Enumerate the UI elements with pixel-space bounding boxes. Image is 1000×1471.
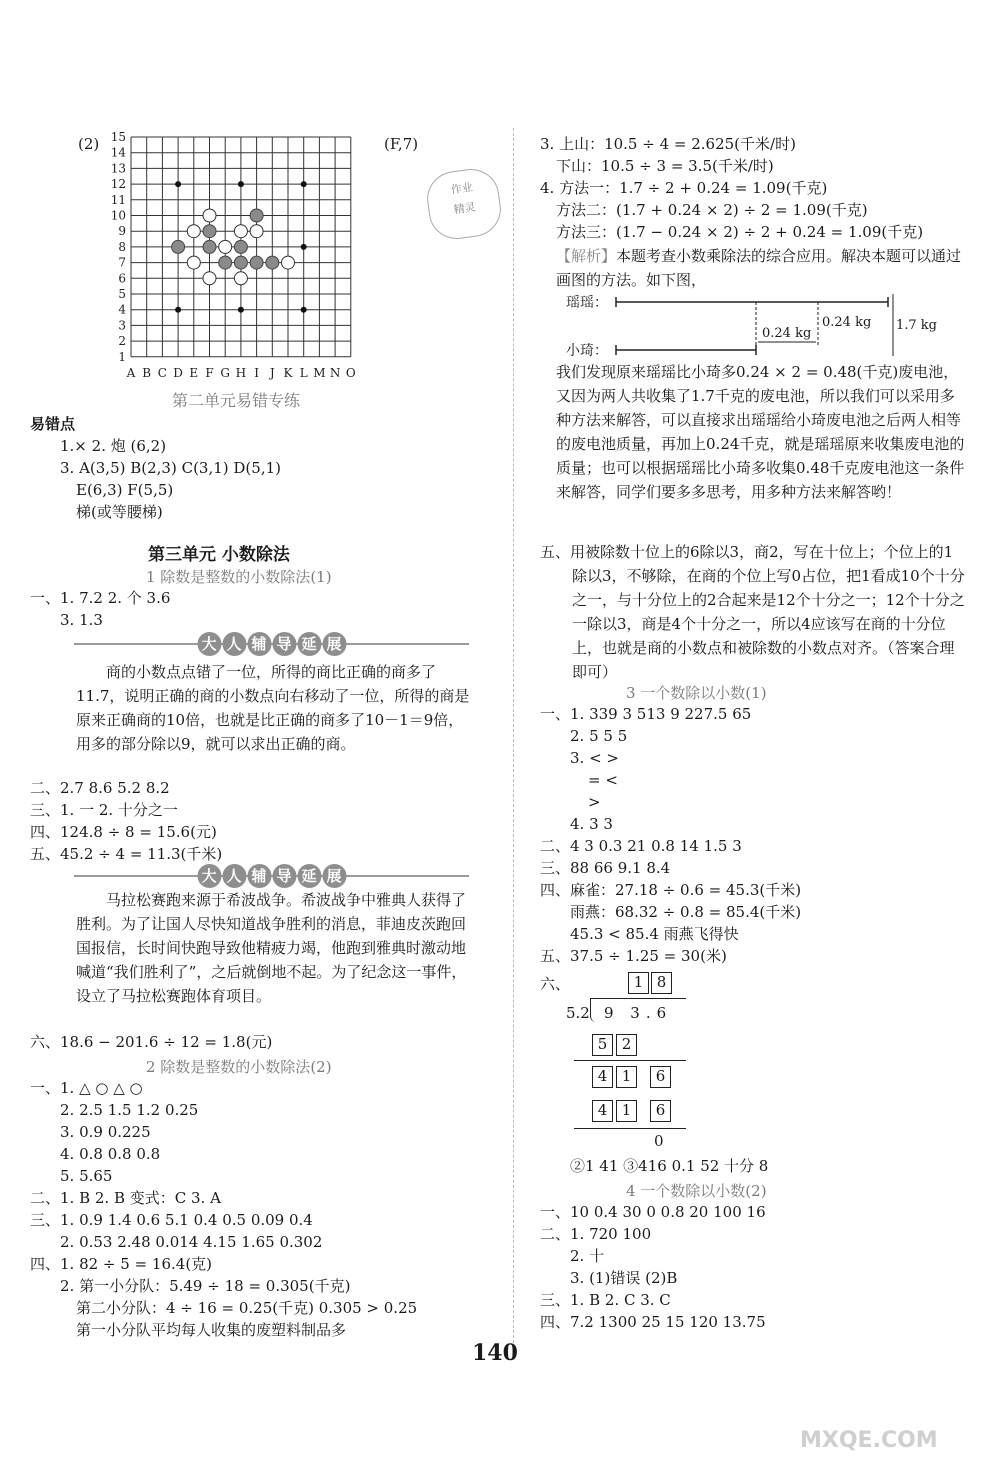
grid-point xyxy=(238,307,244,313)
grid-row-label: 11 xyxy=(110,192,126,207)
white-piece xyxy=(187,225,200,238)
quotient-digit: 1 xyxy=(628,972,649,994)
white-piece xyxy=(219,240,232,253)
banner-char: 辅 xyxy=(247,632,271,656)
s1-line7: 六、18.6 − 201.6 ÷ 12 = 1.8(元) xyxy=(30,1033,273,1051)
u2-line4: 梯(或等腰梯) xyxy=(76,503,163,521)
banner-ovals xyxy=(197,864,346,888)
s4-line4: 3. (1)错误 (2)B xyxy=(570,1269,678,1287)
grid-col-label: N xyxy=(329,365,341,380)
s3-line12: 五、37.5 ÷ 1.25 = 30(米) xyxy=(540,947,727,965)
banner-char: 辅 xyxy=(247,864,271,888)
s4-line5: 三、1. B 2. C 3. C xyxy=(540,1291,671,1309)
extension-para-1: 商的小数点点错了一位，所得的商比正确的商多了11.7，说明正确的商的小数点向右移动了一位，所得的商是原来正确商的10倍，也就是比正确的商多了10－1＝9倍，用多的部分除以9，就可以求出正确的商。 xyxy=(76,663,470,753)
watermark: MXQE.COM xyxy=(800,1428,938,1453)
s3-line4: = < xyxy=(588,771,618,789)
s2-title: 2 除数是整数的小数除法(2) xyxy=(146,1058,332,1076)
stamp xyxy=(424,165,505,242)
white-piece xyxy=(203,209,216,222)
diagram-total: 1.7 kg xyxy=(896,318,938,333)
grid-row-label: 2 xyxy=(118,334,126,349)
division-bracket xyxy=(590,998,597,1022)
white-piece xyxy=(203,272,216,285)
banner-ovals xyxy=(197,632,346,656)
s4-line3: 2. 十 xyxy=(570,1247,605,1265)
banner-char: 展 xyxy=(322,864,346,888)
step3-line xyxy=(574,1128,686,1129)
grid-col-label: A xyxy=(126,365,136,380)
grid-answer: (F,7) xyxy=(384,135,419,153)
grid-row-label: 9 xyxy=(118,224,126,239)
s1-line1: 一、1. 7.2 2. 个 3.6 xyxy=(30,589,171,607)
s3-line9: 四、麻雀：27.18 ÷ 0.6 = 45.3(千米) xyxy=(540,881,802,899)
banner-char: 展 xyxy=(322,632,346,656)
s3-line14: ②1 41 ③416 0.1 52 十分 8 xyxy=(570,1157,769,1175)
banner-char: 延 xyxy=(297,864,321,888)
step1-digit: 2 xyxy=(616,1034,637,1056)
step2-digit: 1 xyxy=(616,1066,637,1088)
gray-piece xyxy=(234,256,247,269)
u2-line1: 1.× 2. 炮 (6,2) xyxy=(60,437,167,455)
step1-line xyxy=(574,1060,686,1061)
grid-row-label: 6 xyxy=(118,271,126,286)
divisor: 5.2 xyxy=(566,1004,590,1022)
step2-digit: 4 xyxy=(592,1066,613,1088)
grid-col-label: J xyxy=(269,365,275,380)
s4-title: 4 一个数除以小数(2) xyxy=(626,1182,767,1200)
grid-col-label: D xyxy=(173,365,183,380)
s2-line3: 3. 0.9 0.225 xyxy=(60,1123,151,1141)
jiexi-tag: 【解析】 xyxy=(556,247,617,265)
grid-row-label: 4 xyxy=(118,302,126,317)
grid-row-label: 13 xyxy=(110,161,126,176)
grid-col-label: O xyxy=(345,365,356,380)
grid-row-label: 14 xyxy=(110,145,126,160)
grid-col-label: F xyxy=(205,365,214,380)
dividend: 9 3.6 xyxy=(604,1004,673,1022)
s3-line7: 二、4 3 0.3 21 0.8 14 1.5 3 xyxy=(540,837,742,855)
gray-piece xyxy=(172,240,185,253)
s2-line7: 三、1. 0.9 1.4 0.6 5.1 0.4 0.5 0.09 0.4 xyxy=(30,1211,313,1229)
banner-char: 人 xyxy=(222,864,246,888)
gray-piece xyxy=(203,225,216,238)
grid-point xyxy=(301,244,307,250)
column-divider xyxy=(513,128,514,1343)
quotient-digit: 8 xyxy=(651,972,672,994)
yicuo-label: 易错点 xyxy=(30,415,76,433)
diagram-label-yaoyao: 瑶瑶： xyxy=(566,295,608,311)
grid-point xyxy=(238,181,244,187)
s1-line4: 三、1. 一 2. 十分之一 xyxy=(30,801,178,819)
grid-col-label: I xyxy=(254,365,259,380)
banner-char: 人 xyxy=(222,632,246,656)
gray-piece xyxy=(234,240,247,253)
s2-line10: 2. 第一小分队：5.49 ÷ 18 = 0.305(千克) xyxy=(60,1277,351,1295)
s4-line1: 一、10 0.4 30 0 0.8 20 100 16 xyxy=(540,1203,766,1221)
u2-line2: 3. A(3,5) B(2,3) C(3,1) D(5,1) xyxy=(60,459,281,477)
grid-col-label: G xyxy=(220,365,230,380)
s3-line6: 4. 3 3 xyxy=(570,815,613,833)
s2-line8: 2. 0.53 2.48 0.014 4.15 1.65 0.302 xyxy=(60,1233,323,1251)
grid-row-label: 3 xyxy=(118,318,126,333)
banner-2 xyxy=(74,864,469,888)
s4-line6: 四、7.2 1300 25 15 120 13.75 xyxy=(540,1313,766,1331)
grid-row-label: 5 xyxy=(118,287,126,301)
grid-point xyxy=(175,307,181,313)
remainder: 0 xyxy=(654,1132,664,1150)
jiexi-text: 本题考查小数乘除法的综合应用。解决本题可以通过画图的方法。如下图， xyxy=(556,247,962,289)
grid-col-label: L xyxy=(299,365,308,380)
s1-line5: 四、124.8 ÷ 8 = 15.6(元) xyxy=(30,823,217,841)
s2-line2: 2. 2.5 1.5 1.2 0.25 xyxy=(60,1101,199,1119)
unit3-title: 第三单元 小数除法 xyxy=(148,545,290,565)
extension-para-2: 马拉松赛跑来源于希波战争。希波战争中雅典人获得了胜利。为了让国人尽快知道战争胜利的消息，菲迪皮茨跑回国报信，长时间快跑导致他精疲力竭，他跑到雅典时激动地喊道“我们胜利了”，之后就倒地不起。为了纪念这一事件，设立了马拉松赛跑体育项目。 xyxy=(76,891,467,1005)
grid-row-label: 10 xyxy=(110,208,126,223)
s3-line3: 3. < > xyxy=(570,749,619,767)
r-line3: 4. 方法一：1.7 ÷ 2 + 0.24 = 1.09(千克) xyxy=(540,179,828,197)
u2-line3: E(6,3) F(5,5) xyxy=(76,481,174,499)
grid-col-label: E xyxy=(189,365,199,380)
grid-point xyxy=(301,181,307,187)
s2-line12: 第一小分队平均每人收集的废塑料制品多 xyxy=(76,1321,347,1339)
jiexi-para xyxy=(556,244,966,292)
s3-title: 3 一个数除以小数(1) xyxy=(626,684,767,702)
step2-digit: 6 xyxy=(650,1066,671,1088)
s2-line5: 5. 5.65 xyxy=(60,1167,113,1185)
stamp-line1: 作业 xyxy=(450,180,474,197)
diagram-seg2: 0.24 kg xyxy=(822,315,872,330)
white-piece xyxy=(187,256,200,269)
step3-digit: 1 xyxy=(616,1100,637,1122)
grid-label: (2) xyxy=(78,135,100,153)
step1-digit: 5 xyxy=(592,1034,613,1056)
r-line1: 3. 上山：10.5 ÷ 4 = 2.625(千米/时) xyxy=(540,135,796,153)
unit2-title: 第二单元易错专练 xyxy=(172,391,301,410)
s2-line1: 一、1. △ ○ △ ○ xyxy=(30,1079,143,1097)
grid-col-label: H xyxy=(235,365,247,380)
s3-line8: 三、88 66 9.1 8.4 xyxy=(540,859,671,877)
grid-col-label: M xyxy=(313,365,326,380)
grid-col-label: B xyxy=(142,365,152,380)
s1-title: 1 除数是整数的小数除法(1) xyxy=(146,568,332,586)
s3-line1: 一、1. 339 3 513 9 227.5 65 xyxy=(540,705,752,723)
s3-line5: > xyxy=(588,793,601,811)
grid-row-label: 15 xyxy=(110,130,126,144)
banner-char: 导 xyxy=(272,864,296,888)
white-piece xyxy=(234,272,247,285)
grid-row-label: 8 xyxy=(118,239,126,254)
division-bar xyxy=(590,998,686,999)
coordinate-grid xyxy=(107,132,367,392)
s3-line10: 雨燕：68.32 ÷ 0.8 = 85.4(千米) xyxy=(570,903,802,921)
s3-line11: 45.3 < 85.4 雨燕飞得快 xyxy=(570,925,739,943)
grid-point xyxy=(175,181,181,187)
r-line2: 下山：10.5 ÷ 3 = 3.5(千米/时) xyxy=(556,157,774,175)
s2-line9: 四、1. 82 ÷ 5 = 16.4(克) xyxy=(30,1255,213,1273)
white-piece xyxy=(234,225,247,238)
grid-col-label: C xyxy=(157,365,167,380)
s1-line6: 五、45.2 ÷ 4 = 11.3(千米) xyxy=(30,845,223,863)
step3-digit: 6 xyxy=(650,1100,671,1122)
white-piece xyxy=(282,256,295,269)
r-line5: 方法三：(1.7 − 0.24 × 2) ÷ 2 + 0.24 = 1.09(千克) xyxy=(556,223,924,241)
stamp-line2: 精灵 xyxy=(452,200,477,217)
gray-piece xyxy=(250,209,263,222)
page-number: 140 xyxy=(472,1340,518,1366)
s3-line13: 六、 xyxy=(540,975,571,993)
diagram-seg1: 0.24 kg xyxy=(762,326,812,341)
gray-piece xyxy=(266,256,279,269)
r-line4: 方法二：(1.7 + 0.24 × 2) ÷ 2 = 1.09(千克) xyxy=(556,201,868,219)
grid-row-label: 12 xyxy=(110,177,126,192)
gray-piece xyxy=(250,256,263,269)
grid-row-label: 7 xyxy=(118,255,126,270)
s4-line2: 二、1. 720 100 xyxy=(540,1225,652,1243)
grid-point xyxy=(301,307,307,313)
grid-col-label: K xyxy=(283,365,293,380)
step3-digit: 4 xyxy=(592,1100,613,1122)
s2-line6: 二、1. B 2. B 变式：C 3. A xyxy=(30,1189,221,1207)
answer-5-para: 五、用被除数十位上的6除以3，商2，写在十位上；个位上的1除以3，不够除，在商的个位上写0占位，把1看成10个十分之一，与十分位上的2合起来是12个十分之一；12个十分之一除以3，商是4个十分之一，所以4应该写在商的十分位上，也就是商的小数点和被除数的小数点对齐。（答案合理即可） xyxy=(540,543,965,681)
s2-line4: 4. 0.8 0.8 0.8 xyxy=(60,1145,161,1163)
gray-piece xyxy=(203,240,216,253)
banner-char: 大 xyxy=(197,632,221,656)
analysis-para: 我们发现原来瑶瑶比小琦多0.24 × 2 = 0.48(千克)废电池，又因为两人共收集了1.7千克的废电池，所以我们可以采用多种方法来解答，可以直接求出瑶瑶给小琦废电池之后两人相等的废电池质量，再加上0.24千克，就是瑶瑶原来收集废电池的质量；也可以根据瑶瑶比小琦多收集0.48千克废电池这一条件来解答，同学们要多多思考，用多种方法来解答哟！ xyxy=(556,363,965,501)
grid-row-label: 1 xyxy=(118,349,126,364)
banner-char: 大 xyxy=(197,864,221,888)
s1-line2: 3. 1.3 xyxy=(60,611,103,629)
diagram-label-xiaoqi: 小琦： xyxy=(566,343,608,359)
white-piece xyxy=(250,225,263,238)
banner-char: 延 xyxy=(297,632,321,656)
s2-line11: 第二小分队：4 ÷ 16 = 0.25(千克) 0.305 > 0.25 xyxy=(76,1299,418,1317)
banner-1 xyxy=(74,632,469,656)
s1-line3: 二、2.7 8.6 5.2 8.2 xyxy=(30,779,170,797)
banner-char: 导 xyxy=(272,632,296,656)
s3-line2: 2. 5 5 5 xyxy=(570,727,628,745)
gray-piece xyxy=(219,256,232,269)
